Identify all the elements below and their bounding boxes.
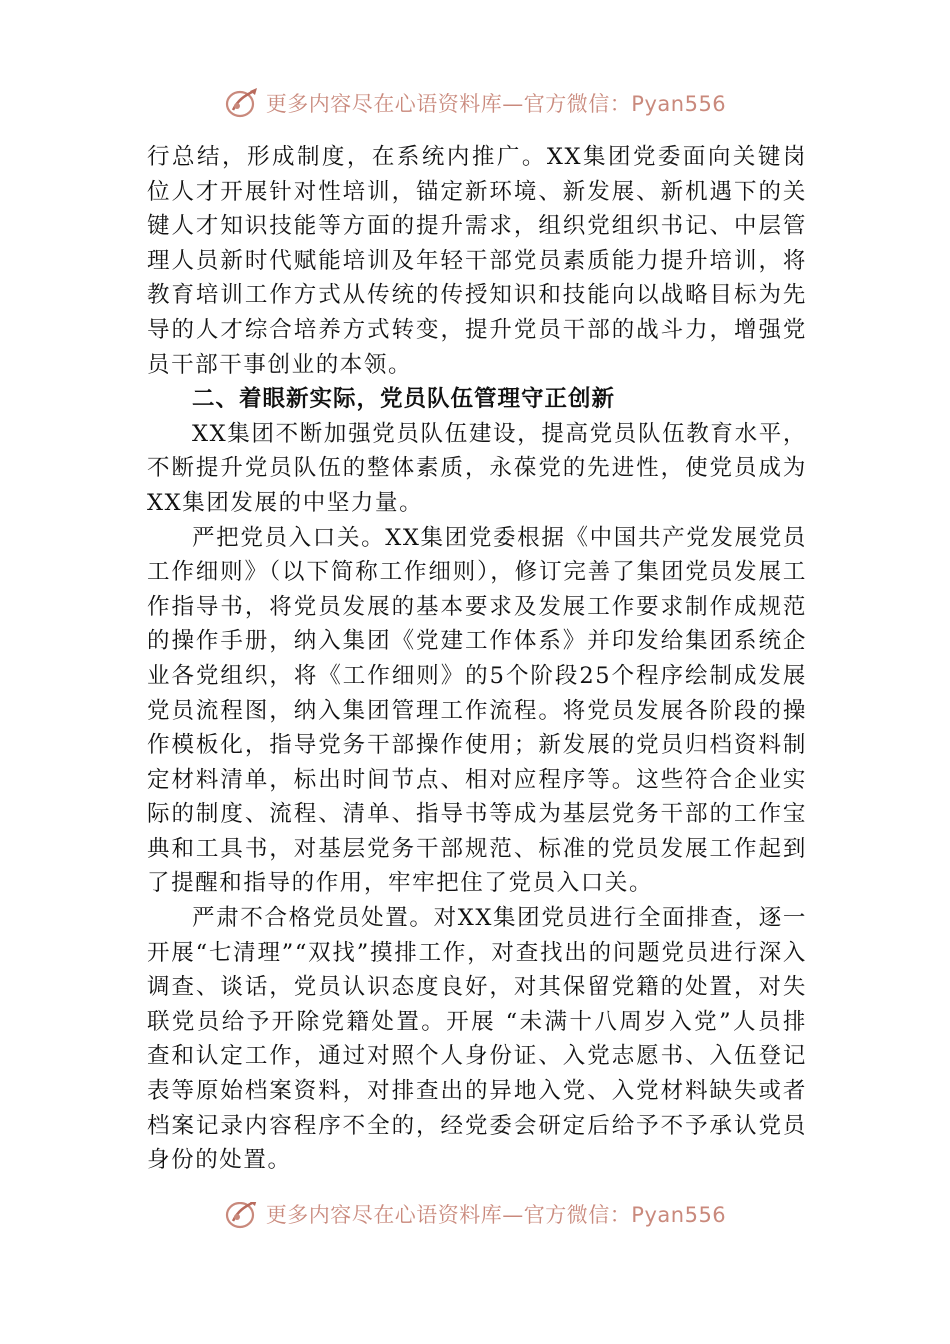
paragraph-unqualified-members: 严肃不合格党员处置。对XX集团党员进行全面排查，逐一开展“七清理”“双找”摸排工作，对查找出的问题党员进行深入调查、谈话，党员认识态度良好，对其保留党籍的处置，对失联党员给予开除党籍处置。开展 “未满十八周岁入党”人员排查和认定工作，通过对照个人身份证、入党志愿书、入伍登记表等原始档案资料，对排查出的异地入党、入党材料缺失或者档案记录内容程序不全的，经党委会研定后给予不予承认党员身份的处置。 [147, 905, 807, 1174]
paragraph-member-admission: 严把党员入口关。XX集团党委根据《中国共产党发展党员工作细则》（以下简称工作细则），修订完善了集团党员发展工作指导书，将党员发展的基本要求及发展工作要求制作成规范的操作手册，纳入集团《党建工作体系》并印发给集团系统企业各党组织，将《工作细则》的5个阶段25个程序绘制成发展党员流程图，纳入集团管理工作流程。将党员发展各阶段的操作模板化，指导党务干部操作使用；新发展的党员归档资料制定材料清单，标出时间节点、相对应程序等。这些符合企业实际的制度、流程、清单、指导书等成为基层党务干部的工作宝典和工具书，对基层党务干部规范、标准的党员发展工作起到了提醒和指导的作用，牢牢把住了党员入口关。 [147, 524, 807, 897]
document-body [147, 140, 807, 1178]
watermark-text: 更多内容尽在心语资料库—官方微信：Pyan556 [265, 1203, 727, 1227]
section-heading: 二、着眼新实际，党员队伍管理守正创新 [192, 386, 616, 413]
watermark-text: 更多内容尽在心语资料库—官方微信：Pyan556 [265, 92, 727, 116]
paragraph-team-building: XX集团不断加强党员队伍建设，提高党员队伍教育水平，不断提升党员队伍的整体素质，永葆党的先进性，使党员成为XX集团发展的中坚力量。 [147, 420, 807, 516]
paragraph-training: 行总结，形成制度，在系统内推广。XX集团党委面向关键岗位人才开展针对性培训，锚定新环境、新发展、新机遇下的关键人才知识技能等方面的提升需求，组织党组织书记、中层管理人员新时代赋能培训及年轻干部党员素质能力提升培训，将教育培训工作方式从传统的传授知识和技能向以战略目标为先导的人才综合培养方式转变，提升党员干部的战斗力，增强党员干部干事创业的本领。 [147, 144, 807, 378]
footer-watermark [0, 1202, 950, 1238]
header-watermark [0, 83, 950, 123]
pen-swirl-logo-icon [224, 86, 260, 120]
pen-swirl-logo-icon [224, 1202, 260, 1231]
